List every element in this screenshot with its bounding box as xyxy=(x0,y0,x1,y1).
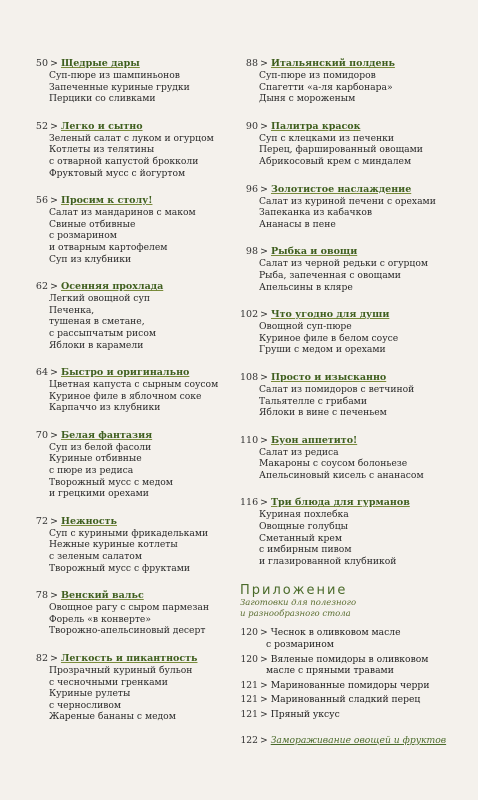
section-title[interactable]: Золотистое наслаждение xyxy=(270,183,412,195)
dish-item: Перец, фаршированный овощами xyxy=(259,144,423,156)
section-title[interactable]: Белая фантазия xyxy=(60,429,153,441)
dish-item: Куриное филе в белом соусе xyxy=(259,332,399,344)
appendix-entry xyxy=(240,694,455,706)
dish-item: тушеная в сметане, xyxy=(49,316,145,328)
dish-item: Салат из редиса xyxy=(259,446,339,458)
appendix-text: Пряный уксус xyxy=(270,709,340,720)
section-title[interactable]: Осенняя прохлада xyxy=(60,281,164,293)
section-heading xyxy=(30,367,230,379)
dish-item: Дыня с мороженым xyxy=(259,93,356,105)
left-column xyxy=(30,58,230,723)
dish-item: Свиные отбивные xyxy=(49,218,136,230)
section-dishes xyxy=(30,379,230,414)
dish-item: Апельсиновый кисель с ананасом xyxy=(259,469,424,481)
section-dishes xyxy=(30,602,230,637)
dish-item: Салат из черной редьки с огурцом xyxy=(259,258,429,270)
section-dishes xyxy=(240,70,455,105)
page-number: 52 xyxy=(35,120,48,132)
section-heading xyxy=(30,121,230,133)
dish-item: Печенка, xyxy=(49,304,95,316)
toc-section xyxy=(240,246,455,293)
toc-section xyxy=(240,184,455,231)
dish-item: Творожный мусс с медом xyxy=(49,476,173,488)
section-heading xyxy=(30,590,230,602)
appendix-subtitle-line: и разнообразного стола xyxy=(240,608,351,619)
right-column xyxy=(240,58,455,746)
arrow-icon: > xyxy=(260,694,268,706)
arrow-icon: > xyxy=(50,515,58,527)
page-number: 110 xyxy=(240,434,259,446)
dish-item: Овощные голубцы xyxy=(259,521,348,533)
appendix-entry xyxy=(240,627,455,650)
page-number: 62 xyxy=(35,281,48,293)
page-number: 120 xyxy=(240,653,258,665)
dish-item: Суп из белой фасоли xyxy=(49,441,152,453)
appendix-entry xyxy=(240,654,455,677)
dish-item: Яблоки в карамели xyxy=(49,339,144,351)
section-title[interactable]: Венский вальс xyxy=(60,590,144,602)
dish-item: Абрикосовый крем с миндалем xyxy=(259,155,412,167)
section-title[interactable]: Легкость и пикантность xyxy=(60,653,198,664)
page-number: 98 xyxy=(245,246,258,258)
toc-section xyxy=(30,281,230,351)
appendix-line xyxy=(240,639,455,651)
section-dishes xyxy=(240,384,455,419)
page-number: 121 xyxy=(240,694,258,706)
page-number: 90 xyxy=(245,120,258,132)
toc-section xyxy=(30,58,230,105)
section-dishes xyxy=(30,133,230,179)
appendix-entry xyxy=(240,680,455,692)
section-heading xyxy=(30,516,230,528)
dish-item: с розмарином xyxy=(49,230,117,242)
arrow-icon: > xyxy=(50,281,58,293)
dish-item: Фруктовый мусс с йогуртом xyxy=(49,167,186,179)
page-number: 72 xyxy=(35,515,48,527)
section-title[interactable]: Палитра красок xyxy=(270,120,361,132)
section-title[interactable]: Буон аппетито! xyxy=(270,434,358,446)
dish-item: Салат из помидоров с ветчиной xyxy=(259,383,415,395)
dish-item: Груши с медом и орехами xyxy=(259,344,386,356)
dish-item: Нежные куриные котлеты xyxy=(49,539,178,551)
dish-item: Спагетти «а-ля карбонара» xyxy=(259,81,393,93)
toc-section xyxy=(30,195,230,265)
section-heading xyxy=(240,184,455,196)
dish-item: с рассыпчатым рисом xyxy=(49,327,156,339)
dish-item: Творожный мусс с фруктами xyxy=(49,562,191,574)
section-title[interactable]: Нежность xyxy=(60,515,117,527)
arrow-icon: > xyxy=(260,653,268,665)
toc-section xyxy=(30,121,230,179)
section-heading xyxy=(30,430,230,442)
dish-item: Творожно-апельсиновый десерт xyxy=(49,625,206,637)
page-number: 122 xyxy=(240,734,258,746)
page-number: 56 xyxy=(35,195,48,207)
appendix-last-entry xyxy=(240,735,455,747)
toc-section xyxy=(240,372,455,419)
appendix-line xyxy=(240,627,455,639)
appendix-entry xyxy=(240,709,455,721)
section-heading xyxy=(30,195,230,207)
appendix-subtitle xyxy=(240,598,455,619)
section-heading xyxy=(240,246,455,258)
toc-section xyxy=(30,367,230,414)
page-number: 78 xyxy=(35,590,48,602)
toc-section xyxy=(240,497,455,567)
section-title[interactable]: Три блюда для гурманов xyxy=(270,497,410,509)
dish-item: Тальятелле с грибами xyxy=(259,395,367,407)
page-number: 121 xyxy=(240,709,258,720)
appendix-line xyxy=(240,680,455,692)
dish-item: с пюре из редиса xyxy=(49,465,134,477)
appendix-link[interactable]: Замораживание овощей и фруктов xyxy=(270,734,447,746)
arrow-icon: > xyxy=(260,497,268,509)
section-dishes xyxy=(240,321,455,356)
dish-item: Сметанный крем xyxy=(259,532,342,544)
arrow-icon: > xyxy=(260,627,268,639)
arrow-icon: > xyxy=(50,590,58,602)
dish-item: Рыба, запеченная с овощами xyxy=(259,269,401,281)
arrow-icon: > xyxy=(260,679,268,691)
section-title[interactable]: Итальянский полдень xyxy=(270,58,395,69)
toc-section xyxy=(240,435,455,482)
arrow-icon: > xyxy=(50,58,58,69)
section-heading xyxy=(30,58,230,70)
arrow-icon: > xyxy=(50,195,58,207)
appendix-line xyxy=(240,665,455,677)
section-dishes xyxy=(240,447,455,482)
page-number: 108 xyxy=(240,371,259,383)
section-heading xyxy=(240,372,455,384)
dish-item: Запеканка из кабачков xyxy=(259,207,373,219)
section-dishes xyxy=(30,293,230,351)
dish-item: Апельсины в кляре xyxy=(259,281,353,293)
section-heading xyxy=(240,435,455,447)
appendix-text: Маринованный сладкий перец xyxy=(270,694,421,706)
toc-section xyxy=(30,590,230,637)
toc-section xyxy=(30,430,230,500)
dish-item: Куриная похлебка xyxy=(259,509,349,521)
appendix-text: Маринованные помидоры черри xyxy=(270,679,430,691)
appendix-text: Вяленые помидоры в оливковом xyxy=(270,653,429,665)
arrow-icon: > xyxy=(50,120,58,132)
appendix-text: с розмарином xyxy=(266,639,334,651)
toc-section xyxy=(240,309,455,356)
dish-item: с имбирным пивом xyxy=(259,544,352,556)
appendix-subtitle-line: Заготовки для полезного xyxy=(240,598,357,609)
appendix-title: Приложение xyxy=(240,583,348,599)
section-heading xyxy=(30,653,230,665)
page-number: 120 xyxy=(240,627,258,639)
dish-item: Куриное филе в яблочном соке xyxy=(49,390,202,402)
toc-section xyxy=(30,516,230,574)
section-heading xyxy=(240,58,455,70)
section-dishes xyxy=(30,442,230,500)
dish-item: Макароны с соусом болоньезе xyxy=(259,458,408,470)
appendix-text: Чеснок в оливковом масле xyxy=(270,627,401,639)
dish-item: Карпаччо из клубники xyxy=(49,402,161,414)
section-heading xyxy=(30,281,230,293)
page-number: 88 xyxy=(245,58,258,69)
section-title[interactable]: Рыбка и овощи xyxy=(270,246,358,258)
arrow-icon: > xyxy=(260,120,268,132)
section-dishes xyxy=(30,528,230,574)
section-dishes xyxy=(240,258,455,293)
section-dishes xyxy=(240,196,455,231)
dish-item: с чесночными гренками xyxy=(49,676,168,688)
section-title[interactable]: Быстро и оригинально xyxy=(60,367,190,379)
arrow-icon: > xyxy=(50,367,58,379)
page-number: 82 xyxy=(35,653,48,664)
appendix-text: масле с пряными травами xyxy=(266,665,394,677)
dish-item: с черносливом xyxy=(49,699,122,711)
dish-item: с отварной капустой брокколи xyxy=(49,155,199,167)
dish-item: Легкий овощной суп xyxy=(49,293,150,305)
toc-section xyxy=(240,58,455,105)
arrow-icon: > xyxy=(50,429,58,441)
dish-item: Перцики со сливками xyxy=(49,93,156,105)
dish-item: и грецкими орехами xyxy=(49,488,149,500)
section-dishes xyxy=(240,133,455,168)
section-dishes xyxy=(30,665,230,723)
dish-item: Яблоки в вине с печеньем xyxy=(259,407,387,419)
page-number: 116 xyxy=(240,497,259,509)
arrow-icon: > xyxy=(50,653,58,664)
section-title[interactable]: Щедрые дары xyxy=(60,58,140,69)
dish-item: Суп-пюре из шампиньонов xyxy=(49,70,180,81)
dish-item: Прозрачный куриный бульон xyxy=(49,665,193,676)
dish-item: Зеленый салат с луком и огурцом xyxy=(49,132,214,144)
dish-item: Овощное рагу с сыром пармезан xyxy=(49,602,209,614)
dish-item: Котлеты из телятины xyxy=(49,144,155,156)
section-title[interactable]: Просим к столу! xyxy=(60,195,153,207)
section-dishes xyxy=(30,207,230,265)
section-title[interactable]: Легко и сытно xyxy=(60,120,143,132)
dish-item: Салат из мандаринов с маком xyxy=(49,207,196,219)
arrow-icon: > xyxy=(260,734,268,746)
section-heading xyxy=(240,309,455,321)
dish-item: Суп с клецками из печенки xyxy=(259,132,394,144)
page-number: 70 xyxy=(35,429,48,441)
dish-item: Цветная капуста с сырным соусом xyxy=(49,379,219,391)
section-title[interactable]: Что угодно для души xyxy=(270,309,390,321)
appendix-line xyxy=(240,709,455,721)
dish-item: Салат из куриной печени с орехами xyxy=(259,195,436,207)
dish-item: Куриные рулеты xyxy=(49,688,131,700)
toc-section xyxy=(240,121,455,168)
dish-item: Куриные отбивные xyxy=(49,453,142,465)
section-dishes xyxy=(240,509,455,567)
arrow-icon: > xyxy=(260,58,268,69)
dish-item: и отварным картофелем xyxy=(49,241,168,253)
section-heading xyxy=(240,497,455,509)
section-heading xyxy=(240,121,455,133)
dish-item: Запеченные куриные грудки xyxy=(49,81,190,93)
arrow-icon: > xyxy=(260,309,268,321)
page-number: 64 xyxy=(35,367,48,379)
toc-section xyxy=(30,653,230,723)
arrow-icon: > xyxy=(260,371,268,383)
dish-item: Суп с куриными фрикадельками xyxy=(49,527,209,539)
section-title[interactable]: Просто и изысканно xyxy=(270,371,387,383)
dish-item: Суп-пюре из помидоров xyxy=(259,70,376,81)
arrow-icon: > xyxy=(260,434,268,446)
dish-item: Суп из клубники xyxy=(49,253,132,265)
arrow-icon: > xyxy=(260,183,268,195)
appendix-line xyxy=(240,694,455,706)
page-number: 121 xyxy=(240,679,258,691)
dish-item: с зеленым салатом xyxy=(49,551,142,563)
dish-item: Овощной суп-пюре xyxy=(259,321,352,333)
dish-item: и глазированной клубникой xyxy=(259,555,397,567)
page-number: 96 xyxy=(245,183,258,195)
appendix-block xyxy=(240,583,455,746)
arrow-icon: > xyxy=(260,246,268,258)
page-number: 102 xyxy=(240,309,259,321)
dish-item: Жареные бананы с медом xyxy=(49,711,176,723)
arrow-icon: > xyxy=(260,709,268,720)
page-number: 50 xyxy=(35,58,48,69)
dish-item: Форель «в конверте» xyxy=(49,613,151,625)
dish-item: Ананасы в пене xyxy=(259,218,336,230)
appendix-line xyxy=(240,654,455,666)
section-dishes xyxy=(30,70,230,105)
